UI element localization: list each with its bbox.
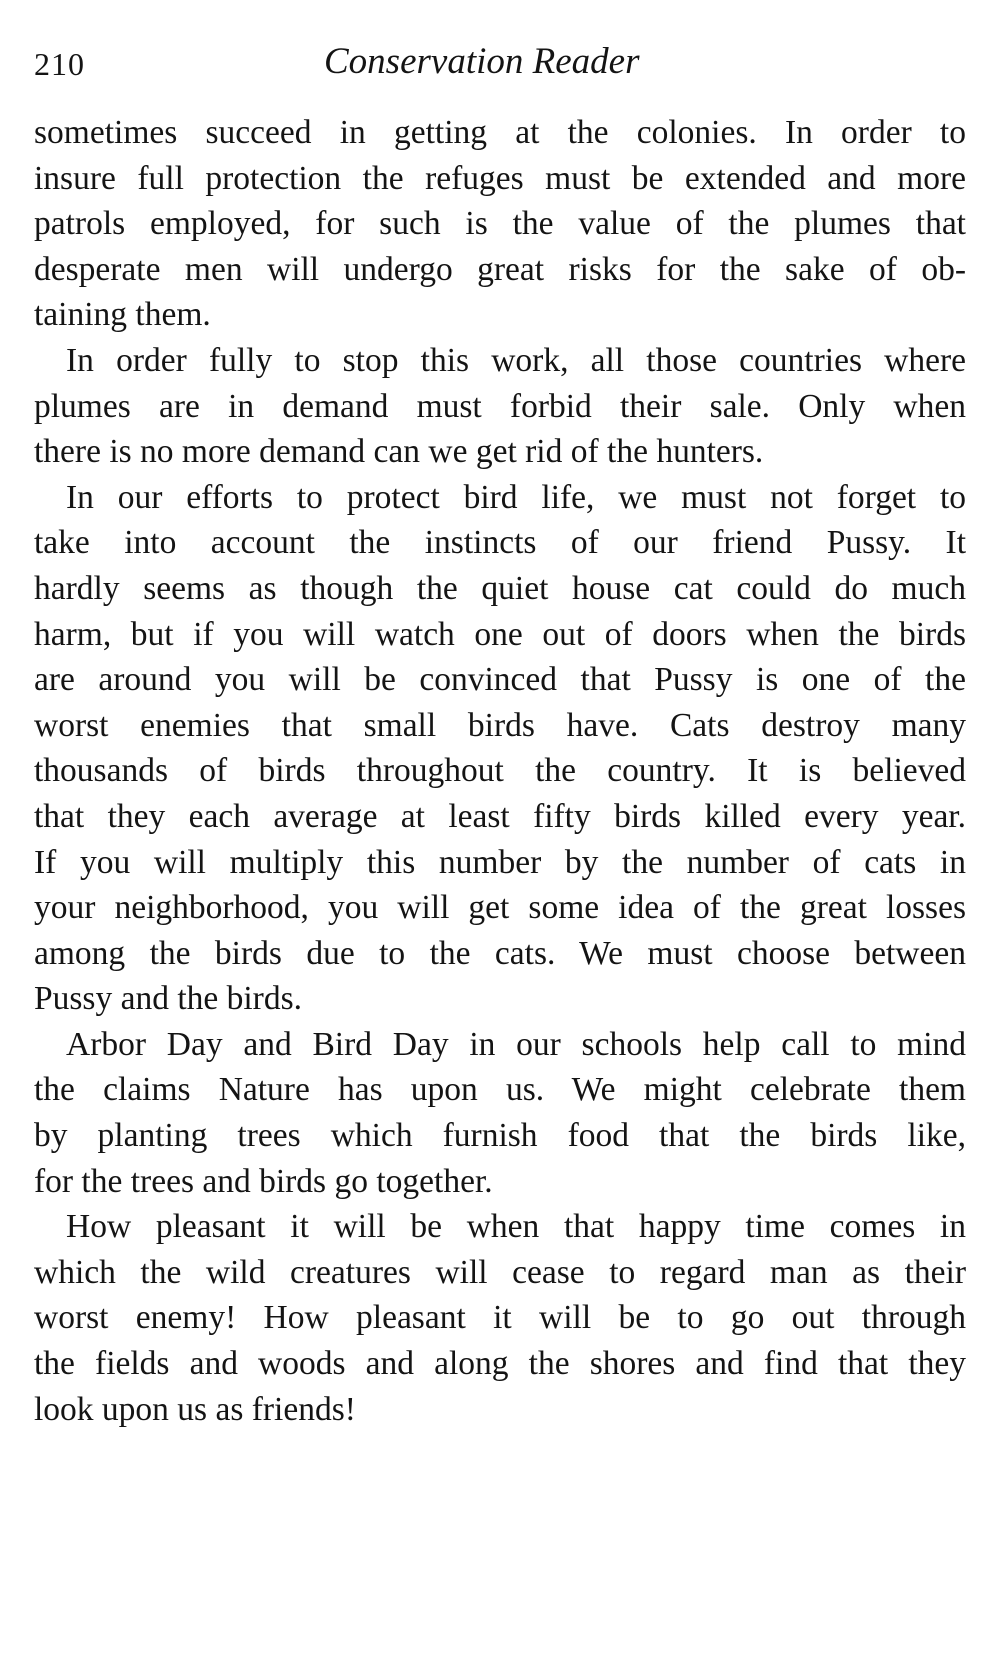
book-title: Conservation Reader <box>324 41 640 82</box>
body-text <box>34 110 966 1432</box>
text-line: In our efforts to protect bird life, we must not forget to <box>66 478 966 516</box>
text-line: the claims Nature has upon us. We might celebrate them <box>34 1071 966 1109</box>
text-line: How pleasant it will be when that happy time comes in <box>66 1208 966 1246</box>
text-line: taining them. <box>34 296 211 334</box>
text-line: there is no more demand can we get rid of the hunters. <box>34 433 764 471</box>
text-line: worst enemies that small birds have. Cats destroy many <box>34 706 966 744</box>
text-line: plumes are in demand must forbid their sale. Only when <box>34 387 966 425</box>
text-line: hardly seems as though the quiet house cat could do much <box>34 569 966 607</box>
text-line: for the trees and birds go together. <box>34 1162 493 1200</box>
text-line: insure full protection the refuges must be extended and more <box>34 159 966 197</box>
text-line: If you will multiply this number by the number of cats in <box>34 843 966 881</box>
text-line: the fields and woods and along the shores and find that they <box>34 1345 966 1383</box>
text-line: worst enemy! How pleasant it will be to go out through <box>34 1299 966 1337</box>
text-line: harm, but if you will watch one out of doors when the birds <box>34 615 966 653</box>
text-line: are around you will be convinced that Pussy is one of the <box>34 661 966 699</box>
running-head <box>34 38 966 88</box>
text-line: that they each average at least fifty birds killed every year. <box>34 797 966 835</box>
text-line: look upon us as friends! <box>34 1390 356 1428</box>
page-number: 210 <box>34 46 85 82</box>
text-line: Pussy and the birds. <box>34 980 302 1018</box>
text-line: your neighborhood, you will get some idea of the great losses <box>34 889 966 927</box>
text-line: sometimes succeed in getting at the colonies. In order to <box>34 114 966 151</box>
book-page <box>34 38 966 1432</box>
text-line: desperate men will undergo great risks for the sake of ob- <box>34 250 966 288</box>
text-line: Arbor Day and Bird Day in our schools help call to mind <box>66 1025 966 1063</box>
text-line: patrols employed, for such is the value of the plumes that <box>34 205 966 243</box>
text-line: thousands of birds throughout the country. It is believed <box>34 752 966 790</box>
text-line: which the wild creatures will cease to regard man as their <box>34 1253 966 1291</box>
text-line: take into account the instincts of our friend Pussy. It <box>34 524 966 562</box>
text-line: In order fully to stop this work, all those countries where <box>66 341 966 379</box>
text-line: by planting trees which furnish food that the birds like, <box>34 1117 966 1155</box>
text-line: among the birds due to the cats. We must choose between <box>34 934 966 972</box>
